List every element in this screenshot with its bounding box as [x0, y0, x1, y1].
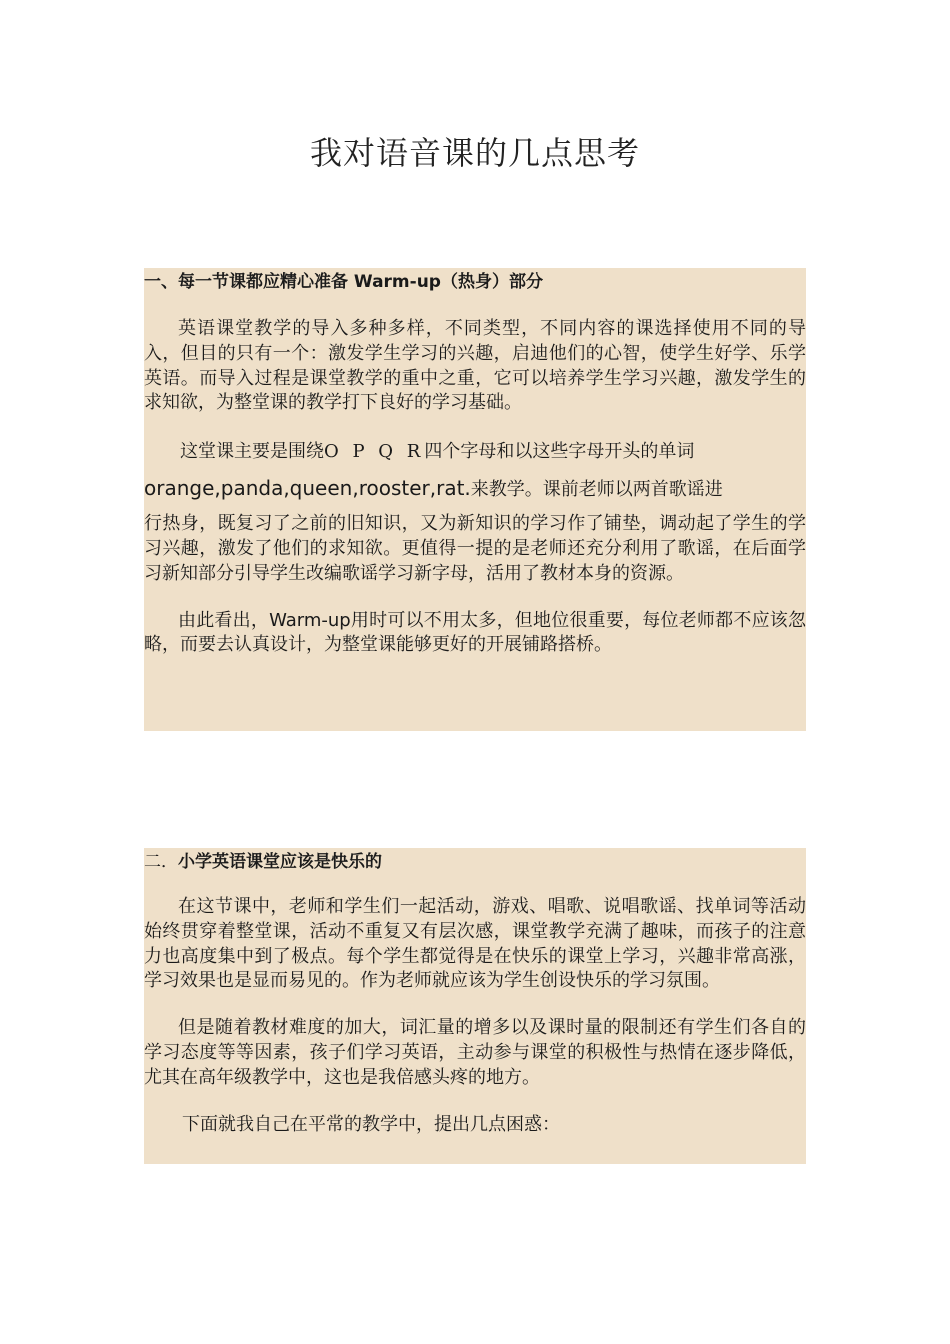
paragraph: 但是随着教材难度的加大，词汇量的增多以及课时量的限制还有学生们各自的学习态度等等因素，孩子们学习英语，主动参与课堂的积极性与热情在逐步降低，尤其在高年级教学中，这也是我倍感头疼的地方。 [144, 1017, 806, 1088]
paragraph: 行热身，既复习了之前的旧知识，又为新知识的学习作了铺垫，调动起了学生的学习兴趣，激发了他们的求知欲。更值得一提的是老师还充分利用了歌谣，在后面学习新知部分引导学生改编歌谣学习新字母，活用了教材本身的资源。 [144, 513, 806, 584]
paragraph-line: orange,panda,queen,rooster,rat.来教学。课前老师以两首歌谣进 [144, 476, 723, 501]
paragraph-line: 这堂课主要是围绕O P Q R四个字母和以这些字母开头的单词 [180, 441, 695, 463]
term-warm-up: Warm-up [269, 609, 351, 631]
paragraph: 在这节课中，老师和学生们一起活动，游戏、唱歌、说唱歌谣、找单词等活动始终贯穿着整堂课，活动不重复又有层次感，课堂教学充满了趣味，而孩子的注意力也高度集中到了极点。每个学生都觉得是在快乐的课堂上学习，兴趣非常高涨，学习效果也是显而易见的。作为老师就应该为学生创设快乐的学习氛围。 [144, 896, 806, 992]
paragraph: 英语课堂教学的导入多种多样，不同类型，不同内容的课选择使用不同的导入，但目的只有一个：激发学生学习的兴趣，启迪他们的心智，使学生好学、乐学英语。而导入过程是课堂教学的重中之重，它可以培养学生学习兴趣，激发学生的求知欲，为整堂课的教学打下良好的学习基础。 [144, 318, 806, 414]
paragraph: 由此看出，Warm-up用时可以不用太多，但地位很重要，每位老师都不应该忽略，而要去认真设计，为整堂课能够更好的开展铺路搭桥。 [144, 609, 806, 656]
paragraph: 下面就我自己在平常的教学中，提出几点困惑： [182, 1113, 560, 1135]
document-title: 我对语音课的几点思考 [309, 134, 640, 172]
letters-opqr: O P Q R [324, 441, 425, 463]
section-warm-up [144, 268, 806, 731]
section-heading: 二．小学英语课堂应该是快乐的 [144, 852, 382, 872]
section-heading: 一、每一节课都应精心准备 Warm-up（热身）部分 [144, 272, 543, 292]
word-list: orange,panda,queen,rooster,rat. [144, 476, 471, 501]
section-happy-class [144, 848, 806, 1164]
